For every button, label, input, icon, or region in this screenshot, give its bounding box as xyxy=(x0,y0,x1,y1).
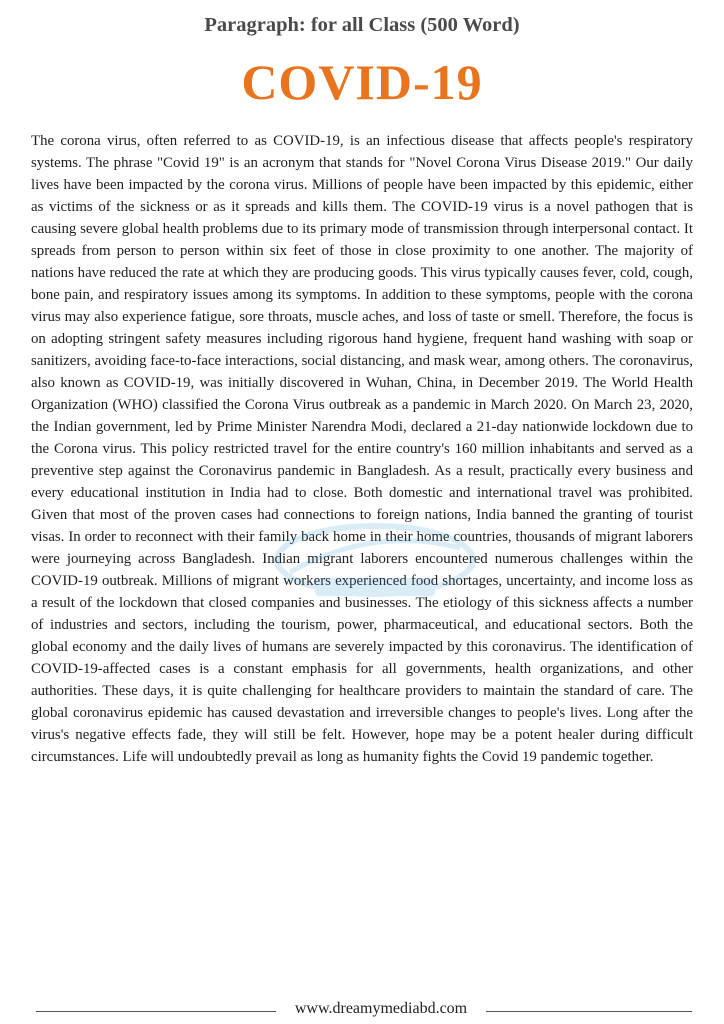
footer-divider-right xyxy=(486,1011,692,1012)
footer-website-link[interactable]: www.dreamymediabd.com xyxy=(294,1000,468,1017)
footer-divider-left xyxy=(36,1011,276,1012)
page-subtitle: Paragraph: for all Class (500 Word) xyxy=(204,14,520,36)
page-footer xyxy=(0,1000,724,1022)
page-title: COVID-19 xyxy=(241,54,483,110)
body-paragraph: The corona virus, often referred to as COVID-19, is an infectious disease that affects people's respiratory systems. The phrase "Covid 19" is an acronym that stands for "Novel Corona Virus Disease 2019." Our daily lives have been impacted by the corona virus. Millions of people have been impacted by this epidemic, either as victims of the sickness or as it spreads and kills them. The COVID-19 virus is a novel pathogen that is causing severe global health problems due to its primary mode of transmission through interpersonal contact. It spreads from person to person within six feet of those in close proximity to one another. The majority of nations have reduced the rate at which they are producing goods. This virus typically causes fever, cold, cough, bone pain, and respiratory issues among its symptoms. In addition to these symptoms, people with the corona virus may also experience fatigue, sore throats, muscle aches, and loss of taste or smell. Therefore, the focus is on adopting stringent safety measures including rigorous hand hygiene, frequent hand washing with soap or sanitizers, avoiding face-to-face interactions, social distancing, and mask wear, among others. The coronavirus, also known as COVID-19, was initially discovered in Wuhan, China, in December 2019. The World Health Organization (WHO) classified the Corona Virus outbreak as a pandemic in March 2020. On March 23, 2020, the Indian government, led by Prime Minister Narendra Modi, declared a 21-day nationwide lockdown due to the Corona virus. This policy restricted travel for the entire country's 160 million inhabitants and served as a preventive step against the Coronavirus pandemic in Bangladesh. As a result, practically every business and every educational institution in India had to close. Both domestic and international travel was prohibited. Given that most of the proven cases had connections to foreign nations, India banned the granting of tourist visas. In order to reconnect with their family back home in their home countries, thousands of migrant laborers were journeying across Bangladesh. Indian migrant laborers encountered numerous challenges within the COVID-19 outbreak. Millions of migrant workers experienced food shortages, uncertainty, and income loss as a result of the lockdown that closed companies and businesses. The etiology of this sickness affects a number of industries and sectors, including the tourism, power, pharmaceutical, and educational sectors. Both the global economy and the daily lives of humans are severely impacted by this coronavirus. The identification of COVID-19-affected cases is a constant emphasis for all governments, health organizations, and other authorities. These days, it is quite challenging for healthcare providers to maintain the standard of care. The global coronavirus epidemic has caused devastation and irreversible changes to people's lives. Long after the virus's negative effects fade, they will still be felt. However, hope may be a potent healer during difficult circumstances. Life will undoubtedly prevail as long as humanity fights the Covid 19 pandemic together. xyxy=(31,133,693,765)
